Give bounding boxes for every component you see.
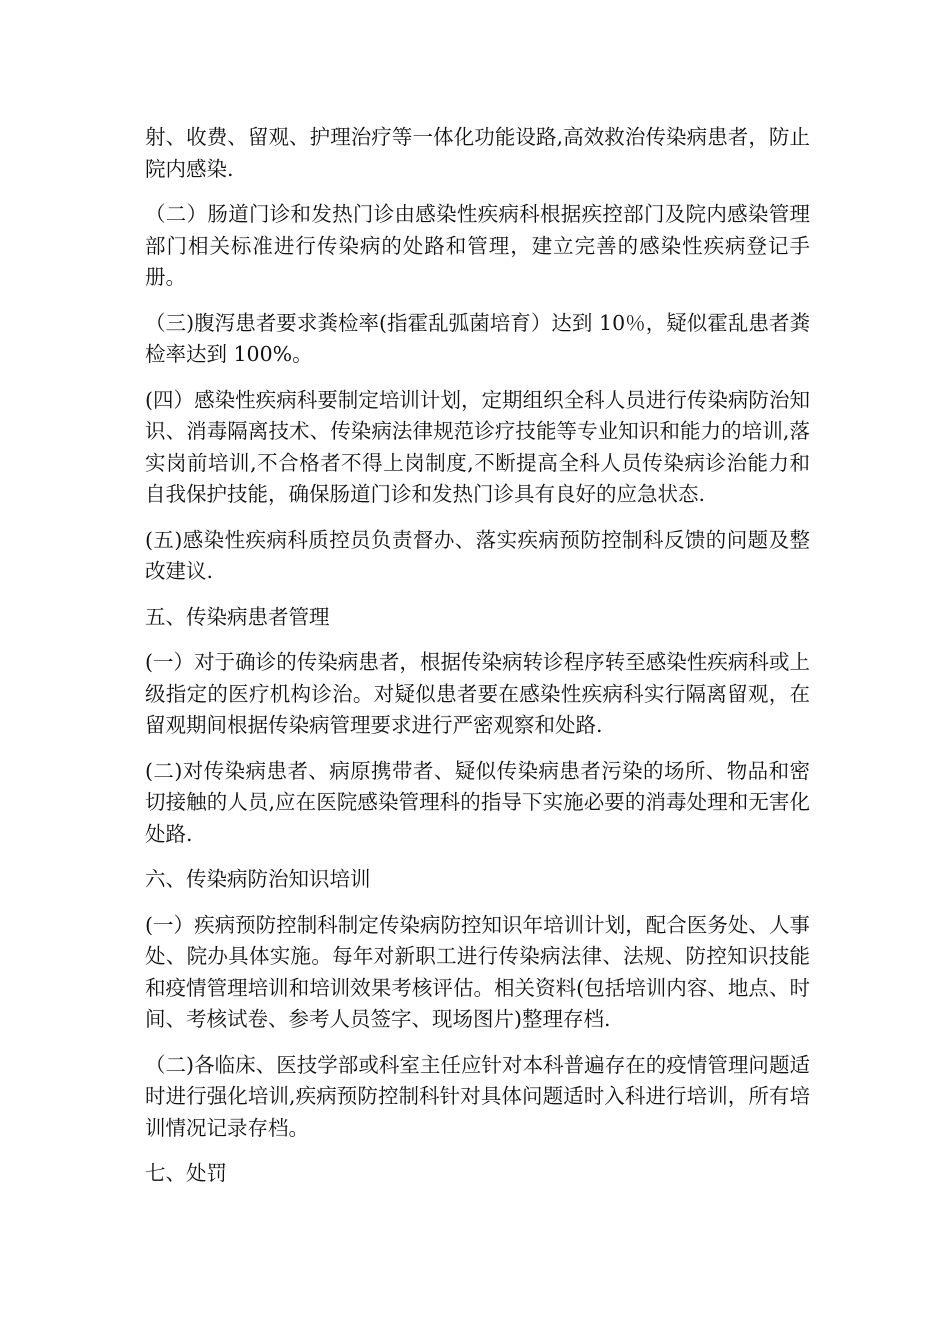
paragraph-item-5: (五)感染性疾病科质控员负责督办、落实疾病预防控制科反馈的问题及整改建议. [145, 527, 810, 583]
section-heading-6: 六、传染病防治知识培训 [145, 867, 371, 891]
paragraph-section6-item-2: （二)各临床、医技学部或科室主任应针对本科普遍存在的疫情管理问题适时进行强化培训,疾病预防控制科针对具体问题适时入科进行培训，所有培训情况记录存档。 [145, 1052, 810, 1140]
section-heading-5: 五、传染病患者管理 [145, 604, 330, 629]
section-heading-7: 七、处罚 [145, 1161, 227, 1185]
paragraph-item-3: （三)腹泻患者要求粪检率(指霍乱弧菌培育）达到 10％，疑似霍乱患者粪检率达到 100%。 [145, 310, 810, 366]
paragraph-section5-item-2: (二)对传染病患者、病原携带者、疑似传染病患者污染的场所、物品和密切接触的人员,应在医院感染管理科的指导下实施必要的消毒处理和无害化处路. [145, 758, 810, 846]
document-page [145, 122, 810, 1204]
paragraph-section5-item-1: (一）对于确诊的传染病患者，根据传染病转诊程序转至感染性疾病科或上级指定的医疗机构诊治。对疑似患者要在感染性疾病科实行隔离留观，在留观期间根据传染病管理要求进行严密观察和处路. [145, 650, 810, 737]
paragraph-continuation: 射、收费、留观、护理治疗等一体化功能设路,高效救治传染病患者，防止院内感染. [145, 125, 810, 181]
paragraph-item-2: （二）肠道门诊和发热门诊由感染性疾病科根据疾控部门及院内感染管理部门相关标准进行传染病的处路和管理，建立完善的感染性疾病登记手册。 [145, 202, 810, 289]
paragraph-item-4: (四）感染性疾病科要制定培训计划，定期组织全科人员进行传染病防治知识、消毒隔离技术、传染病法律规范诊疗技能等专业知识和能力的培训,落实岗前培训,不合格者不得上岗制度,不断提高全科人员传染病诊治能力和自我保护技能，确保肠道门诊和发热门诊具有良好的应急状态. [145, 387, 810, 506]
paragraph-section6-item-1: (一）疾病预防控制科制定传染病防控知识年培训计划，配合医务处、人事处、院办具体实施。每年对新职工进行传染病法律、法规、防控知识技能和疫情管理培训和培训效果考核评估。相关资料(包括培训内容、地点、时间、考核试卷、参考人员签字、现场图片)整理存档. [145, 912, 810, 1031]
